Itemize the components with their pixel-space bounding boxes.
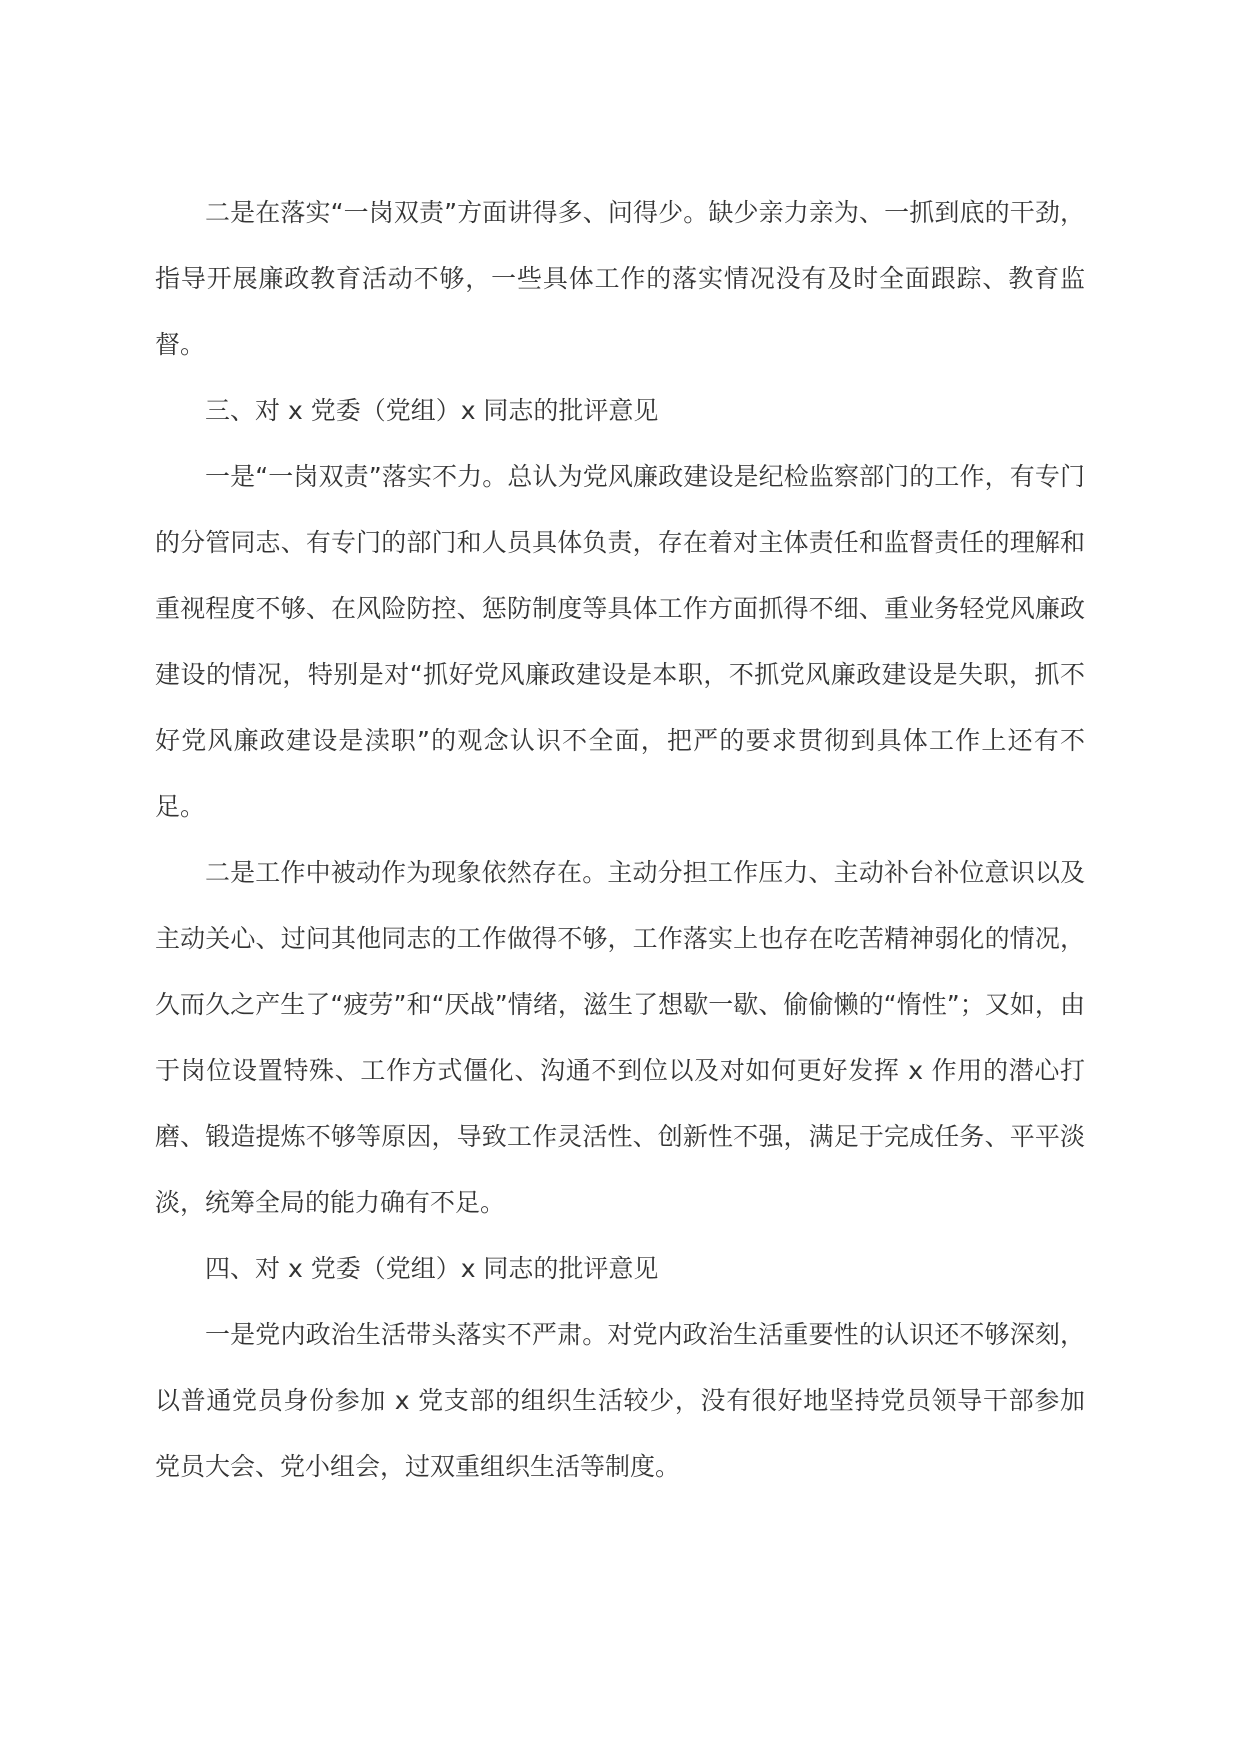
document-body (155, 180, 1085, 1500)
section-heading-three: 三、对 x 党委（党组）x 同志的批评意见 (205, 396, 659, 425)
section-heading-four: 四、对 x 党委（党组）x 同志的批评意见 (205, 1254, 659, 1283)
paragraph-duty-not-enforced: 一是“一岗双责”落实不力。总认为党风廉政建设是纪检监察部门的工作，有专门的分管同志、有专门的部门和人员具体负责，存在着对主体责任和监督责任的理解和重视程度不够、在风险防控、惩防制度等具体工作方面抓得不细、重业务轻党风廉政建设的情况，特别是对“抓好党风廉政建设是本职，不抓党风廉政建设是失职，抓不好党风廉政建设是渎职”的观念认识不全面，把严的要求贯彻到具体工作上还有不足。 (155, 462, 1085, 821)
paragraph-duty-implementation: 二是在落实“一岗双责”方面讲得多、问得少。缺少亲力亲为、一抓到底的干劲，指导开展廉政教育活动不够，一些具体工作的落实情况没有及时全面跟踪、教育监督。 (155, 198, 1085, 359)
paragraph-passive-work: 二是工作中被动作为现象依然存在。主动分担工作压力、主动补台补位意识以及主动关心、过问其他同志的工作做得不够，工作落实上也存在吃苦精神弱化的情况，久而久之产生了“疲劳”和“厌战”情绪，滋生了想歇一歇、偷偷懒的“惰性”；又如，由于岗位设置特殊、工作方式僵化、沟通不到位以及对如何更好发挥 x 作用的潜心打磨、锻造提炼不够等原因，导致工作灵活性、创新性不强，满足于完成任务、平平淡淡，统筹全局的能力确有不足。 (155, 858, 1085, 1217)
paragraph-party-life: 一是党内政治生活带头落实不严肃。对党内政治生活重要性的认识还不够深刻，以普通党员身份参加 x 党支部的组织生活较少，没有很好地坚持党员领导干部参加党员大会、党小组会，过双重组织生活等制度。 (155, 1320, 1085, 1481)
